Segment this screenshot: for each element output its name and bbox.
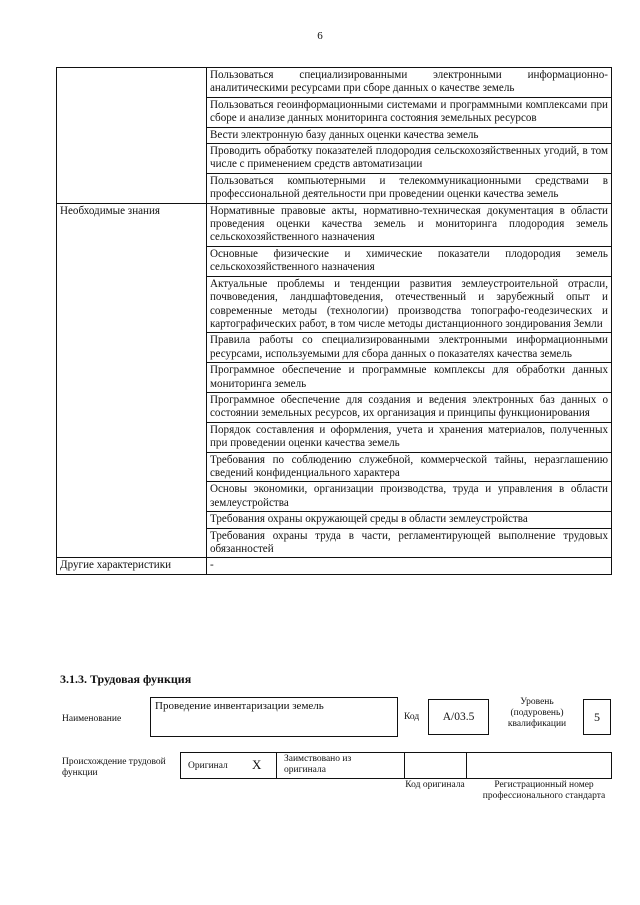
level-field bbox=[583, 699, 611, 735]
borrowed-label: Заимствовано из оригинала bbox=[284, 754, 352, 775]
skills-label-cell bbox=[57, 127, 207, 143]
other-characteristics-label: Другие характеристики bbox=[57, 558, 207, 574]
knowledge-label-cell bbox=[57, 422, 207, 452]
function-name-value: Проведение инвентаризации земель bbox=[155, 700, 324, 712]
table-row bbox=[57, 203, 612, 246]
requirements-table bbox=[56, 67, 612, 575]
origin-label: Происхождение трудовой функции bbox=[62, 757, 166, 778]
table-row bbox=[57, 144, 612, 174]
page-number: 6 bbox=[317, 30, 323, 42]
knowledge-item: Основные физические и химические показатели плодородия земель сельскохозяйственного назначения bbox=[207, 246, 612, 276]
divider bbox=[466, 752, 467, 779]
table-row bbox=[57, 173, 612, 203]
divider bbox=[276, 752, 277, 779]
knowledge-item: Порядок составления и оформления, учета и хранения материалов, полученных при проведении оценки качества земель bbox=[207, 422, 612, 452]
other-characteristics-value: - bbox=[207, 558, 612, 574]
skill-item: Проводить обработку показателей плодородия сельскохозяйственных угодий, в том числе с применением средств автоматизации bbox=[207, 144, 612, 174]
table-row bbox=[57, 528, 612, 558]
table-row bbox=[57, 392, 612, 422]
skills-label-cell bbox=[57, 68, 207, 98]
table-row bbox=[57, 422, 612, 452]
knowledge-label-cell bbox=[57, 482, 207, 512]
name-label: Наименование bbox=[62, 714, 122, 724]
table-row bbox=[57, 558, 612, 574]
knowledge-label-cell bbox=[57, 333, 207, 363]
table-row bbox=[57, 482, 612, 512]
knowledge-label: Необходимые знания bbox=[57, 203, 207, 246]
knowledge-item: Основы экономики, организации производства, труда и управления в области землеустройства bbox=[207, 482, 612, 512]
level-value: 5 bbox=[594, 710, 600, 724]
function-name-field bbox=[150, 697, 398, 737]
skills-label-cell bbox=[57, 97, 207, 127]
skills-label-cell bbox=[57, 144, 207, 174]
table-row bbox=[57, 333, 612, 363]
table-row bbox=[57, 68, 612, 98]
knowledge-label-cell bbox=[57, 276, 207, 333]
divider bbox=[404, 752, 405, 779]
knowledge-item: Требования по соблюдению служебной, коммерческой тайны, неразглашению сведений конфиденциального характера bbox=[207, 452, 612, 482]
function-code-field bbox=[428, 699, 489, 735]
section-title: 3.1.3. Трудовая функция bbox=[60, 672, 192, 686]
original-mark: Х bbox=[252, 757, 262, 772]
table-row bbox=[57, 512, 612, 528]
skill-item: Пользоваться геоинформационными системами и программными комплексами при сборе и анализе данных мониторинга состояния земельных ресурсов bbox=[207, 97, 612, 127]
knowledge-label-cell bbox=[57, 512, 207, 528]
knowledge-label-cell bbox=[57, 528, 207, 558]
level-label: Уровень (подуровень) квалификации bbox=[507, 697, 567, 729]
skills-label-cell bbox=[57, 173, 207, 203]
knowledge-label-cell bbox=[57, 246, 207, 276]
code-label: Код bbox=[404, 712, 420, 722]
knowledge-item: Требования охраны окружающей среды в области землеустройства bbox=[207, 512, 612, 528]
table-row bbox=[57, 127, 612, 143]
registration-number-caption: Регистрационный номер профессионального стандарта bbox=[482, 780, 606, 801]
knowledge-item: Программное обеспечение для создания и ведения электронных баз данных о состоянии земельных ресурсов, их организация и принципы функционирования bbox=[207, 392, 612, 422]
knowledge-label-cell bbox=[57, 392, 207, 422]
knowledge-label-cell bbox=[57, 452, 207, 482]
skill-item: Пользоваться компьютерными и телекоммуникационными средствами в профессиональной деятельности при проведении оценки качества земель bbox=[207, 173, 612, 203]
knowledge-item: Правила работы со специализированными электронными информационными ресурсами, используемыми для сбора данных о показателях качества земель bbox=[207, 333, 612, 363]
table-row bbox=[57, 363, 612, 393]
knowledge-label-cell bbox=[57, 363, 207, 393]
table-row bbox=[57, 452, 612, 482]
knowledge-item: Требования охраны труда в части, регламентирующей выполнение трудовых обязанностей bbox=[207, 528, 612, 558]
table-row bbox=[57, 97, 612, 127]
original-label: Оригинал bbox=[188, 761, 228, 771]
table-row bbox=[57, 276, 612, 333]
skill-item: Пользоваться специализированными электронными информационно-аналитическими ресурсами при сборе данных о качестве земель bbox=[207, 68, 612, 98]
function-code-value: А/03.5 bbox=[442, 711, 475, 723]
code-original-caption: Код оригинала bbox=[405, 780, 465, 790]
table-row bbox=[57, 246, 612, 276]
knowledge-item: Нормативные правовые акты, нормативно-техническая документация в области проведения оценки качества земель и мониторинга плодородия земель сельскохозяйственного назначения bbox=[207, 203, 612, 246]
skill-item: Вести электронную базу данных оценки качества земель bbox=[207, 127, 612, 143]
knowledge-item: Актуальные проблемы и тенденции развития землеустроительной отрасли, почвоведения, ландшафтоведения, отечественный и зарубежный опыт и современные методы (технологии) производства топографо-геодезических и картографических работ, в том числе методы дистанционного зондирования Земли bbox=[207, 276, 612, 333]
origin-table bbox=[180, 752, 612, 779]
knowledge-item: Программное обеспечение и программные комплексы для обработки данных мониторинга земель bbox=[207, 363, 612, 393]
